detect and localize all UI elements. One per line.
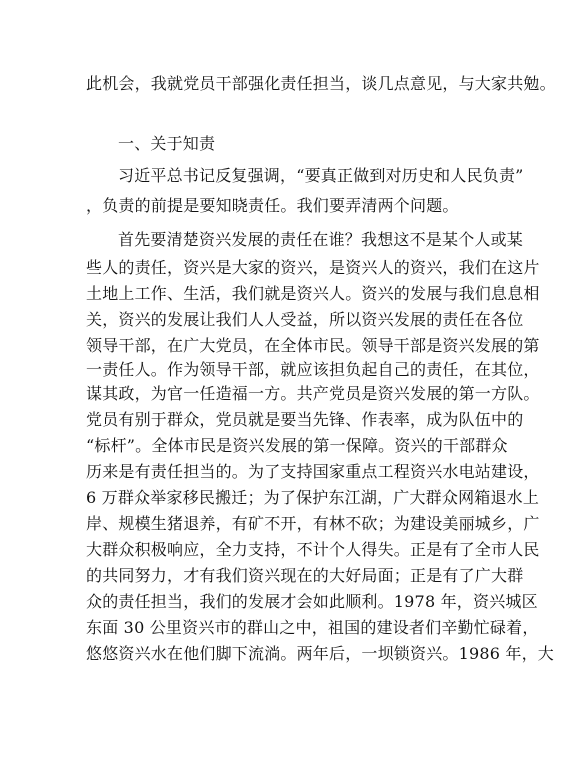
text-line: 历来是有责任担当的。为了支持国家重点工程资兴水电站建设， <box>86 462 540 481</box>
text-line: 谋其政，为官一任造福一方。共产党员是资兴发展的第一方队。 <box>86 384 540 403</box>
text-line: 的共同努力，才有我们资兴现在的大好局面；正是有了广大群 <box>86 566 524 585</box>
text-line: “标杆”。全体市民是资兴发展的第一保障。资兴的干部群众 <box>86 436 508 455</box>
text-line: 些人的责任，资兴是大家的资兴，是资兴人的资兴，我们在这片 <box>86 258 540 277</box>
text-line: 首先要清楚资兴发展的责任在谁？我想这不是某个人或某 <box>118 230 524 249</box>
text-line: 悠悠资兴水在他们脚下流淌。两年后，一坝锁资兴。1986 年，大 <box>86 644 555 663</box>
text-line: 东面 30 公里资兴市的群山之中，祖国的建设者们辛勤忙碌着， <box>86 618 539 637</box>
text-line: 领导干部，在广大党员，在全体市民。领导干部是资兴发展的第 <box>86 336 540 355</box>
text-line: 6 万群众举家移民搬迁；为了保护东江湖，广大群众网箱退水上 <box>86 488 540 507</box>
text-line: ，负责的前提是要知晓责任。我们要弄清两个问题。 <box>86 196 459 215</box>
text-line: 关，资兴的发展让我们人人受益，所以资兴发展的责任在各位 <box>86 310 524 329</box>
text-line: 土地上工作、生活，我们就是资兴人。资兴的发展与我们息息相 <box>86 284 540 303</box>
text-line: 岸、规模生猪退养，有矿不开，有林不砍；为建设美丽城乡，广 <box>86 514 540 533</box>
text-line: 一责任人。作为领导干部，就应该担负起自己的责任，在其位， <box>86 360 540 379</box>
text-line: 党员有别于群众，党员就是要当先锋、作表率，成为队伍中的 <box>86 410 524 429</box>
text-line: 众的责任担当，我们的发展才会如此顺利。1978 年，资兴城区 <box>86 592 538 611</box>
text-line: 此机会，我就党员干部强化责任担当，谈几点意见，与大家共勉。 <box>86 74 556 93</box>
text-line: 大群众积极响应，全力支持，不计个人得失。正是有了全市人民 <box>86 540 540 559</box>
section-heading: 一、关于知责 <box>118 134 216 153</box>
text-line: 习近平总书记反复强调，“要真正做到对历史和人民负责” <box>118 166 524 185</box>
